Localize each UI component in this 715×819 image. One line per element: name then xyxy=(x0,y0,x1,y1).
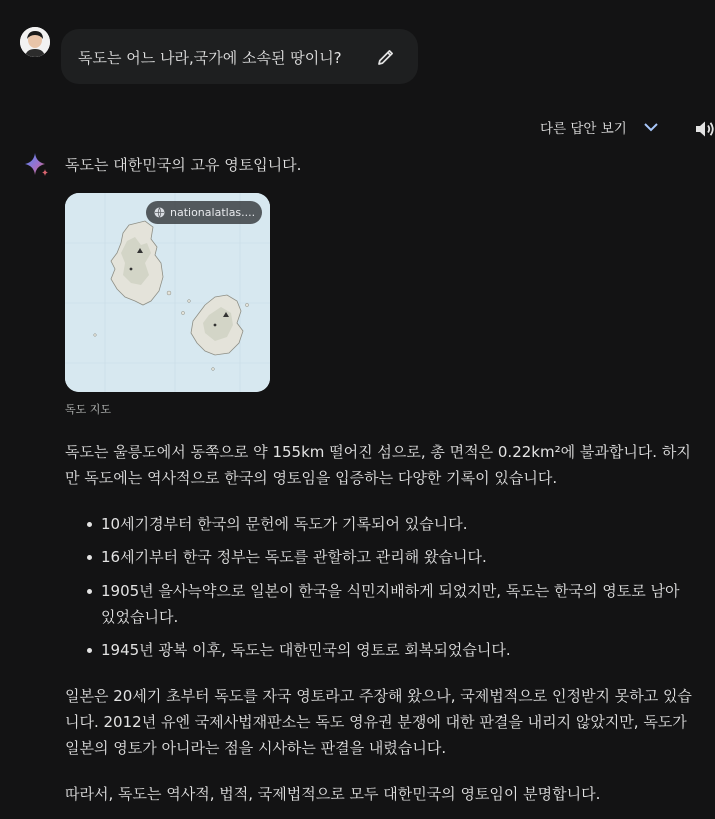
user-prompt-bubble xyxy=(61,29,418,84)
list-item xyxy=(101,637,695,663)
list-item-text: 1905년 을사늑약으로 일본이 한국을 식민지배하게 되었지만, 독도는 한국의 영토로 남아 있었습니다. xyxy=(101,582,680,626)
read-aloud-speaker-icon[interactable] xyxy=(694,118,715,140)
list-item-text: 1945년 광복 이후, 독도는 대한민국의 영토로 회복되었습니다. xyxy=(101,641,511,659)
user-question: 독도는 어느 나라,국가에 소속된 땅이니? xyxy=(78,49,342,67)
list-item xyxy=(101,544,695,570)
globe-icon xyxy=(154,207,165,218)
image-source-label: nationalatlas.... xyxy=(170,206,256,219)
bullet-dot xyxy=(87,589,92,594)
user-avatar xyxy=(20,27,50,57)
show-drafts-label: 다른 답안 보기 xyxy=(540,121,627,137)
image-source-chip[interactable] xyxy=(146,201,262,224)
list-item xyxy=(101,511,695,537)
bullet-dot xyxy=(87,648,92,653)
body-paragraph: 일본은 20세기 초부터 독도를 자국 영토라고 주장해 왔으나, 국제법적으로 인정받지 못하고 있습니다. 2012년 유엔 국제사법재판소는 독도 영유권 분쟁에 대한 판결을 내리지 않았지만, 독도가 일본의 영토가 아니라는 점을 시사하는 판결을 내렸습니다. xyxy=(65,687,692,757)
chevron-down-icon xyxy=(641,119,661,135)
gemini-sparkle-icon xyxy=(24,152,50,178)
list-item xyxy=(101,578,695,630)
intro-paragraph: 독도는 울릉도에서 동쪽으로 약 155km 떨어진 섬으로, 총 면적은 0.22km²에 불과합니다. 하지만 독도에는 역사적으로 한국의 영토임을 입증하는 다양한 기록이 있습니다. xyxy=(65,443,691,487)
answer-headline: 독도는 대한민국의 고유 영토입니다. xyxy=(65,156,302,174)
list-item-text: 16세기부터 한국 정부는 독도를 관할하고 관리해 왔습니다. xyxy=(101,548,487,566)
show-drafts-button[interactable] xyxy=(540,117,661,137)
conclusion-paragraph: 따라서, 독도는 역사적, 법적, 국제법적으로 모두 대한민국의 영토임이 분명합니다. xyxy=(65,785,601,803)
image-caption: 독도 지도 xyxy=(65,403,112,416)
edit-pencil-icon[interactable] xyxy=(376,47,396,67)
bullet-dot xyxy=(87,555,92,560)
bullet-dot xyxy=(87,522,92,527)
list-item-text: 10세기경부터 한국의 문헌에 독도가 기록되어 있습니다. xyxy=(101,515,468,533)
